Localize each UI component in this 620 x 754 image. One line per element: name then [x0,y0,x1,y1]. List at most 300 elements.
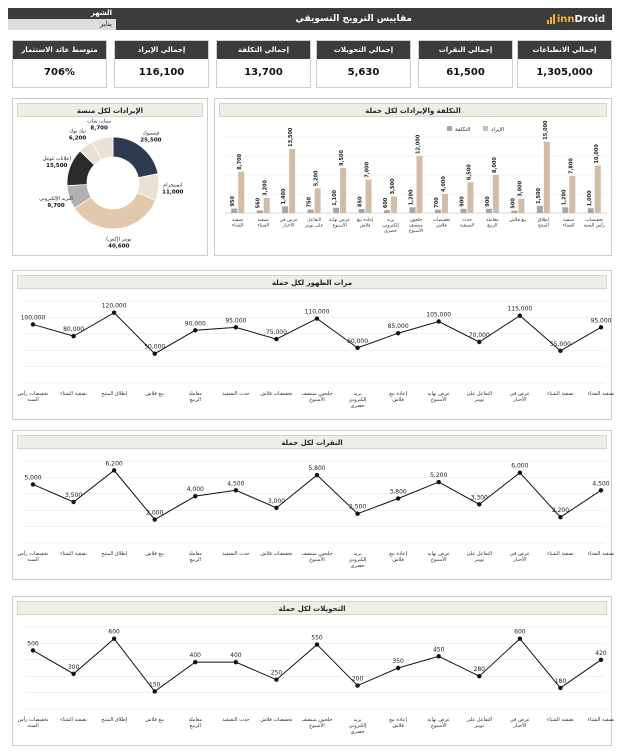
x-tick-label-line: عرض في [509,717,530,723]
bar-cost [511,211,517,213]
bar-revenue [544,142,550,213]
bar-cost-label: 1,200 [408,189,415,206]
x-tick-label [349,551,368,569]
x-tick-label-line: إطلاق المنتج [101,391,128,397]
logo-bars-icon [547,14,555,24]
x-tick-label-line: الأسبوع [309,397,325,403]
x-tick-label [145,551,164,557]
platform-revenue-panel [12,98,208,256]
x-tick-label [60,717,87,723]
x-tick-label-line: بريد [353,551,362,557]
bar-cost-label: 1,000 [586,190,593,207]
data-label: 60,000 [347,337,369,345]
bar-category-label-line: فلاش [359,223,371,229]
bar-cost [257,210,263,213]
x-tick-label-line: فلاش [392,397,404,403]
kpi-card-impressions [517,40,612,88]
x-tick-label [60,551,87,557]
clicks-panel [12,430,615,580]
bar-revenue-label: 12,000 [415,134,422,154]
data-point [193,494,197,498]
x-tick-label-line: إلكتروني [348,397,367,403]
bar-category-label [304,218,324,229]
cost-revenue-chart [215,119,611,255]
data-label: 350 [392,658,404,665]
data-point [153,352,157,356]
data-point [153,689,157,693]
bar-revenue-label: 3,200 [262,179,269,196]
x-tick-label-line: الأسبوع [309,557,325,563]
panel-title: النقرات لكل حملة [17,435,607,449]
data-label: 100,000 [20,314,46,322]
data-point [31,322,35,326]
x-tick-label [389,717,408,729]
bar-revenue [340,168,346,213]
platform-donut-chart [13,119,207,255]
bar-revenue-label: 15,000 [542,120,549,140]
x-tick-label [466,391,492,403]
x-tick-label [547,551,574,557]
x-tick-label-line: تخفيضات فلاش [260,551,293,557]
data-label: 5,200 [430,472,448,480]
x-tick-label [145,717,164,723]
x-tick-label [427,717,450,729]
x-tick-label-line: عرض في [509,391,530,397]
x-tick-label [260,717,293,723]
bar-cost-label: 560 [255,197,262,209]
kpi-value: 61,500 [446,67,485,78]
donut-value: 8,700 [90,125,108,132]
x-tick-label-line: تصفية الشتاء [547,391,574,397]
month-value[interactable]: يناير [8,19,116,30]
bar-cost [308,209,314,213]
bar-category-label-line: إطلاق [537,218,549,223]
bar-category-label-line: إلكتروني [382,223,399,229]
x-tick-label-line: تصفية الشتاء [547,717,574,723]
panel-title: الإيرادات لكل منصة [17,103,203,117]
data-label: 95,000 [225,317,247,325]
data-point [274,506,278,510]
data-point [71,334,75,338]
x-tick-label [18,390,49,403]
data-label: 120,000 [101,302,127,310]
data-point [315,642,319,646]
x-tick-label-line: بيع فلاش [145,717,165,723]
x-tick-label [301,391,332,403]
x-tick-label-line: تويتر [474,557,485,563]
data-point [599,658,603,662]
bar-category-label-line: الأسبوع [332,223,347,229]
x-tick-label-line: معاملة [188,391,203,397]
donut-value: 15,500 [46,163,68,170]
x-tick-label-line: بيع فلاش [145,551,165,557]
bar-cost-label: 1,400 [281,188,288,205]
data-point [558,349,562,353]
x-tick-label-line: بريد [353,391,362,397]
legend-revenue-swatch [483,126,488,131]
data-label: 5,800 [308,465,326,473]
x-tick-label-line: الربيع [189,397,201,403]
bar-category-label-line: التفاعل [307,218,322,223]
conversions-panel [12,596,615,746]
x-tick-label [547,717,574,723]
data-label: 3,800 [389,488,407,496]
x-tick-label-line: تخفيضات رأس [17,717,49,723]
bar-revenue [518,199,524,213]
x-tick-label [260,391,293,397]
x-tick-label-line: تصفية الشتاء [587,717,615,723]
legend-revenue-label: الإيراد [491,127,505,133]
x-tick-label-line: تخفيضات فلاش [260,391,293,397]
bar-revenue [595,166,601,214]
bar-category-label-line: تصفية [257,218,269,223]
x-tick-label-line: معاملة [188,717,203,723]
x-tick-label-line: حصري [350,403,365,409]
x-tick-label [188,391,202,403]
data-label: 70,000 [468,332,490,339]
bar-revenue [493,175,499,213]
bar-cost-label: 1,200 [561,189,568,206]
x-tick-label [101,551,127,557]
bar-category-label [433,218,451,229]
x-tick-label-line: الأسبوع [309,723,325,729]
x-tick-label-line: التفاعل على [466,551,493,557]
series-line [33,470,601,519]
bar-cost [333,208,339,213]
month-label: الشهر [8,8,116,19]
kpi-card-roi [12,40,107,88]
x-tick-label-line: بيع فلاش [145,391,165,397]
data-point [193,328,197,332]
month-selector[interactable] [8,8,116,30]
x-tick-label [101,717,127,723]
bar-category-label-line: الشتاء [257,223,270,229]
bar-category-label-line: الشتاء [231,223,244,229]
kpi-label: إجمالي التحويلات [317,41,410,59]
bar-revenue-label: 5,200 [313,170,320,187]
data-label: 280 [473,666,486,674]
impressions-panel [12,270,615,420]
x-tick-label-line: معاملة [188,551,203,557]
x-tick-label [389,391,408,403]
data-label: 500 [27,640,39,648]
bar-category-label-line: منتصف [409,223,423,229]
bar-cost-label: 750 [306,197,313,208]
donut-label: تويتر (إكس) [106,236,132,243]
x-tick-label-line: تخفيضات رأس [17,551,49,557]
legend-cost-swatch [447,126,452,131]
x-tick-label-line: الأخبار [513,397,527,403]
x-tick-label-line: الأخبار [513,557,527,563]
data-point [599,488,603,492]
data-label: 3,300 [470,494,488,502]
bar-category-label [584,218,605,229]
data-label: 180 [554,677,567,685]
bar-category-label-line: التصفية [459,223,475,229]
data-label: 400 [230,652,242,660]
bar-cost [460,209,466,213]
x-tick-label [389,551,408,563]
bar-revenue-label: 3,500 [390,178,397,195]
x-tick-label-line: بريد [353,717,362,723]
data-label: 450 [432,646,445,654]
x-tick-label-line: تصفية الشتاء [587,391,615,397]
bar-cost-label: 1,500 [535,188,542,204]
data-point [599,325,603,329]
x-tick-label-line: إعادة بيع [389,391,408,397]
x-tick-label-line: تخفيضات فلاش [260,717,293,723]
x-tick-label-line: جلجون منتصف [301,717,333,723]
data-label: 85,000 [387,323,409,331]
x-tick-label [349,717,368,735]
data-point [558,686,562,690]
data-label: 5,000 [24,474,42,482]
bar-cost-label: 950 [230,196,237,207]
kpi-value: 706% [44,67,75,78]
kpi-label: إجمالي النقرات [419,41,512,59]
bar-revenue [467,182,473,213]
bar-cost [410,207,416,213]
donut-value: 25,500 [140,137,162,144]
bar-category-label-line: إعادة بيع [356,218,374,223]
data-point [234,325,238,329]
x-tick-label-line: جلجون منتصف [301,551,333,557]
x-tick-label-line: تصفية الشتاء [547,551,574,557]
data-point [355,346,359,350]
x-tick-label [60,391,87,397]
data-point [112,468,116,472]
data-point [71,500,75,504]
bar-category-label-line: الربيع [487,223,498,229]
bar-category-label-line: رأس السنة [583,223,605,229]
x-tick-label [547,391,574,397]
data-point [112,311,116,315]
bar-cost [384,210,390,213]
bar-revenue-label: 13,500 [288,127,295,147]
clicks-line-chart [13,451,615,579]
data-point [315,316,319,320]
bar-revenue [289,149,295,213]
bar-cost [486,209,492,213]
data-point [558,515,562,519]
bar-revenue [391,196,397,213]
x-tick-label-line: إعادة بيع [389,551,408,557]
kpi-card-clicks [418,40,513,88]
x-tick-label-line: إعادة بيع [389,717,408,723]
kpi-value: 5,630 [347,67,380,78]
x-tick-label-line: حصري [350,563,365,569]
bar-category-label [257,218,269,229]
data-point [437,654,441,658]
bar-category-label [563,218,575,229]
donut-value: 11,000 [162,189,184,196]
bar-category-label-line: حصري [384,229,398,235]
bar-category-label [232,218,244,229]
data-point [31,482,35,486]
bar-cost-label: 900 [459,196,466,207]
x-tick-label-line: حصري [350,729,365,735]
bar-revenue [264,198,270,213]
bar-revenue [315,188,321,213]
x-tick-label-line: السنة [27,557,39,563]
kpi-label: إجمالي الإيراد [115,41,208,59]
x-tick-label [510,717,530,729]
bar-category-label-line: عرض نهاية [329,218,351,223]
bar-cost [562,207,568,213]
data-point [396,331,400,335]
kpi-label: متوسط عائد الاستثمار [13,41,106,59]
bar-category-label-line: تصفية [232,218,244,223]
page-title: مقاييس الترويج التسويقي [295,14,412,24]
x-tick-label-line: تويتر [474,723,485,729]
bar-revenue-label: 7,000 [364,161,371,178]
data-label: 75,000 [265,329,287,337]
data-label: 110,000 [304,308,330,316]
x-tick-label [466,551,492,563]
x-tick-label-line: تخفيضات رأس [17,391,49,397]
bar-category-label [357,218,374,229]
x-tick-label-line: الأسبوع [430,723,447,729]
data-label: 90,000 [184,320,206,328]
x-tick-label-line: الأسبوع [430,557,447,563]
donut-label: فيسبوك [142,130,160,137]
bar-category-label-line: الشتاء [562,223,575,229]
data-point [477,340,481,344]
bar-cost [231,208,237,213]
data-point [477,502,481,506]
x-tick-label-line: التفاعل على [466,391,493,397]
kpi-value: 116,100 [138,67,185,78]
data-label: 2,500 [348,503,367,511]
bar-cost [588,208,594,213]
cost-revenue-panel [214,98,612,256]
data-label: 3,000 [267,497,286,505]
x-tick-label [222,717,250,723]
x-tick-label-line: السنة [27,723,39,729]
data-point [437,480,441,484]
kpi-value: 13,700 [244,67,283,78]
bar-category-label-line: على تويتر [304,223,324,229]
bar-cost-label: 700 [433,197,440,208]
x-tick-label-line: حدث التصفية [222,551,250,557]
data-point [31,648,35,652]
x-tick-label-line: عرض نهاية [427,717,451,723]
data-point [274,337,278,341]
conversions-line-chart [13,617,615,745]
bar-category-label [538,217,550,229]
data-point [153,517,157,521]
data-point [112,637,116,641]
data-point [477,674,481,678]
donut-value: 9,700 [47,202,65,209]
data-label: 2,000 [146,509,164,517]
x-tick-label-line: تصفية الشتاء [587,551,615,557]
data-label: 300 [67,663,80,671]
data-point [355,512,359,516]
bar-revenue [442,194,448,213]
x-tick-label-line: السنة [27,397,39,403]
bar-cost [435,210,441,213]
bar-revenue [417,156,423,213]
bar-revenue-label: 7,800 [568,158,575,174]
bar-revenue [238,172,244,213]
x-tick-label-line: جلجون منتصف [301,391,333,397]
donut-label: البريد الإلكتروني [39,195,73,202]
bar-category-label [460,218,474,229]
x-tick-label [588,717,615,723]
x-tick-label [222,391,250,397]
data-label: 400 [189,652,202,660]
data-point [355,683,359,687]
data-point [437,319,441,323]
x-tick-label [18,550,49,563]
donut-label: انستجرام [163,182,183,189]
data-point [518,471,522,475]
bar-category-label-line: تخفيضات [585,218,604,223]
x-tick-label [466,717,492,729]
data-label: 3,500 [64,492,83,499]
data-point [71,672,75,676]
x-tick-label-line: التفاعل على [466,717,493,723]
bar-revenue-label: 8,700 [237,153,244,170]
data-label: 200 [351,675,364,683]
donut-value: 40,600 [108,243,130,250]
panel-title: مرات الظهور لكل حملة [17,275,607,289]
data-label: 550 [311,634,323,642]
donut-label: إعلانات غوغل [42,156,71,163]
bar-category-label-line: بيع فلاش [509,218,527,223]
x-tick-label [427,551,450,563]
bar-revenue-label: 10,000 [593,144,600,164]
data-point [234,488,238,492]
x-tick-label [301,551,332,563]
bar-revenue-label: 4,000 [440,176,447,192]
x-tick-label-line: الأسبوع [430,397,447,403]
bar-category-label-line: عرض في [279,218,298,223]
bar-category-label-line: فلاش [436,223,447,229]
brand-logo [540,8,612,30]
x-tick-label [301,717,332,729]
bar-category-label-line: معاملة [486,218,499,223]
bar-revenue-label: 8,000 [491,157,498,173]
bar-category-label [382,218,399,234]
bar-revenue [366,180,372,213]
bar-cost-label: 900 [484,196,491,207]
panel-title: التحويلات لكل حملة [17,601,607,615]
x-tick-label-line: إطلاق المنتج [101,717,128,723]
bar-category-label-line: المنتج [537,223,549,229]
donut-label: تيك توك [69,128,86,135]
bar-revenue [569,176,575,213]
bar-cost-label: 600 [383,197,390,209]
legend-cost-label: التكلفة [455,127,471,133]
impressions-line-chart [13,291,615,419]
x-tick-label [188,717,202,729]
data-label: 420 [595,649,607,657]
x-tick-label-line: حدث التصفية [222,391,250,397]
data-point [274,678,278,682]
data-label: 600 [514,628,526,636]
panel-title: التكلفة والإيرادات لكل حملة [219,103,607,117]
logo-text: innDroid [556,13,606,25]
data-label: 50,000 [144,343,166,351]
bar-category-label-line: حدث [462,218,472,223]
x-tick-label [349,391,368,409]
bar-category-label-line: تخفيضات [432,218,451,223]
data-label: 80,000 [63,326,85,334]
bar-cost [537,206,543,213]
bar-category-label [280,218,299,229]
